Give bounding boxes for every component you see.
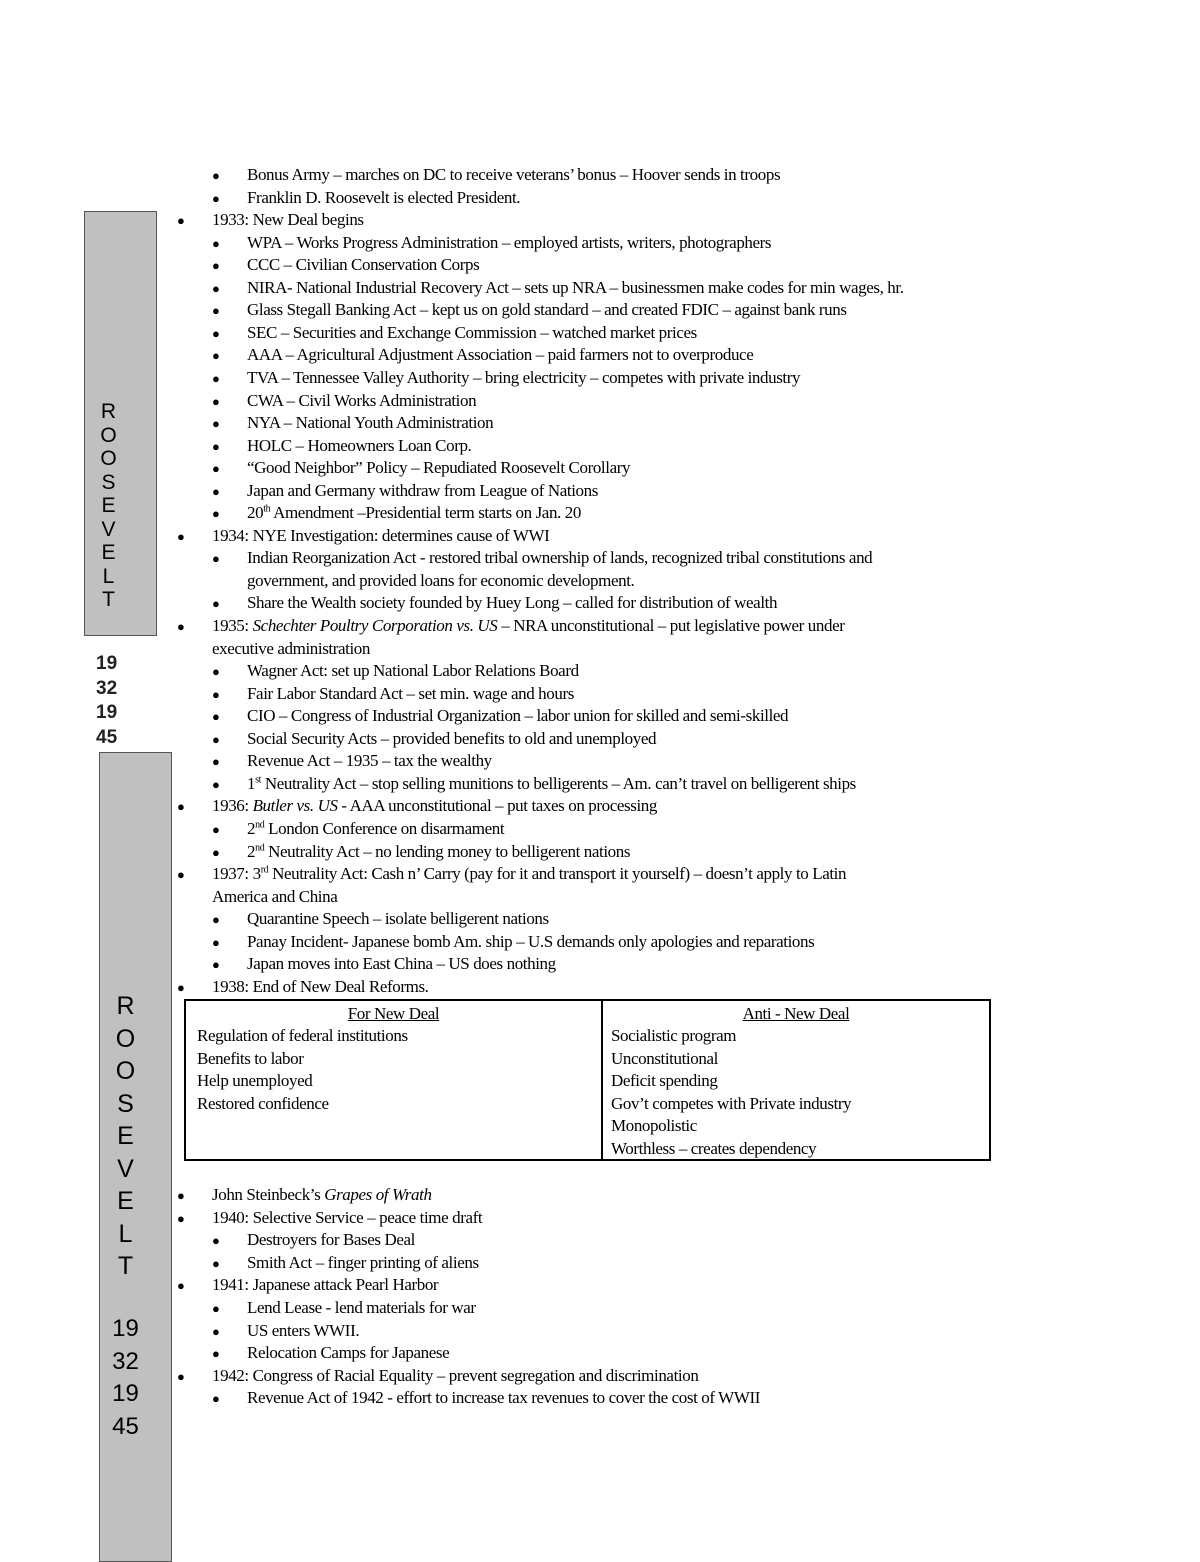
bullet-icon: ● xyxy=(177,1188,185,1203)
timeline-subentry: Smith Act – finger printing of aliens xyxy=(247,1252,479,1272)
bullet-icon: ● xyxy=(177,867,185,883)
timeline-entry: 1941: Japanese attack Pearl Harbor xyxy=(212,1275,439,1295)
bullet-icon: ● xyxy=(177,1210,185,1226)
bullet-icon: ● xyxy=(212,957,220,973)
timeline-subentry: CCC – Civilian Conservation Corps xyxy=(247,255,480,275)
bullet-icon: ● xyxy=(212,844,220,860)
table-cell: Socialistic program xyxy=(611,1026,737,1045)
sidebar-char: L xyxy=(102,564,115,588)
sidebar-letters xyxy=(90,990,161,1283)
timeline-subentry: Share the Wealth society founded by Huey Long – called for distribution of wealth xyxy=(247,593,778,613)
bullet-icon: ● xyxy=(177,799,185,815)
table-cell: Gov’t competes with Private industry xyxy=(611,1093,852,1113)
sidebar-char: R xyxy=(116,992,135,1020)
bullet-icon: ● xyxy=(212,461,220,477)
bullet-icon: ● xyxy=(212,303,220,319)
bullet-icon: ● xyxy=(212,731,220,747)
timeline-subentry: AAA – Agricultural Adjustment Association – paid farmers not to overproduce xyxy=(247,345,754,365)
bullet-icon: ● xyxy=(177,619,185,634)
sidebar-roosevelt-bottom xyxy=(99,752,172,1562)
timeline-subentry: “Good Neighbor” Policy – Repudiated Roosevelt Corollary xyxy=(247,458,631,478)
bullet-icon: ● xyxy=(212,596,220,612)
timeline-subentry: SEC – Securities and Exchange Commission – watched market prices xyxy=(247,322,697,342)
sidebar-char: 19 xyxy=(112,1315,139,1342)
table-cell: Regulation of federal institutions xyxy=(197,1026,408,1045)
sidebar-char: S xyxy=(101,470,116,494)
bullet-icon: ● xyxy=(177,213,185,229)
timeline-subentry: Revenue Act of 1942 - effort to increase tax revenues to cover the cost of WWII xyxy=(247,1388,760,1408)
sidebar-char: O xyxy=(100,447,117,470)
new-deal-table xyxy=(184,999,991,1161)
bullet-icon: ● xyxy=(212,235,220,251)
table-cell: Unconstitutional xyxy=(611,1048,718,1068)
timeline-subentry: CIO – Congress of Industrial Organization – labor union for skilled and semi-skilled xyxy=(247,706,789,726)
for-new-deal-column xyxy=(186,1001,603,1159)
for-new-deal-header: For New Deal xyxy=(347,1004,440,1023)
sidebar-char: E xyxy=(117,1122,134,1150)
table-cell: Deficit spending xyxy=(611,1071,718,1090)
timeline-subentry: Glass Stegall Banking Act – kept us on gold standard – and created FDIC – against bank runs xyxy=(247,300,847,320)
sidebar-char: 45 xyxy=(112,1412,139,1440)
table-cell: Worthless – creates dependency xyxy=(611,1138,817,1158)
bullet-icon: ● xyxy=(212,754,220,770)
sidebar-char: T xyxy=(102,588,115,611)
timeline-subentry: government, and provided loans for economic development. xyxy=(247,570,635,590)
bullet-icon: ● xyxy=(212,370,220,386)
timeline-subentry: Quarantine Speech – isolate belligerent nations xyxy=(247,909,549,929)
bullet-icon: ● xyxy=(212,1391,220,1407)
timeline-entry: 1936: Butler vs. US - AAA unconstitutional – put taxes on processing xyxy=(212,796,657,816)
sidebar-char: O xyxy=(115,1024,136,1053)
timeline-subentry: 1st Neutrality Act – stop selling munitions to belligerents – Am. can’t travel on belligerent ships xyxy=(247,773,856,793)
bullet-icon: ● xyxy=(212,821,220,837)
bullet-icon: ● xyxy=(212,686,220,702)
bullet-icon: ● xyxy=(212,1233,220,1249)
sidebar-char: 32 xyxy=(112,1347,139,1375)
timeline-subentry: Franklin D. Roosevelt is elected President. xyxy=(247,187,521,207)
timeline-subentry: NYA – National Youth Administration xyxy=(247,413,494,433)
timeline-subentry: Relocation Camps for Japanese xyxy=(247,1343,450,1363)
sidebar-char: 19 xyxy=(112,1380,139,1407)
bullet-icon: ● xyxy=(212,1255,220,1271)
timeline-subentry: WPA – Works Progress Administration – employed artists, writers, photographers xyxy=(247,232,772,252)
table-cell: Benefits to labor xyxy=(197,1048,304,1068)
bullet-icon: ● xyxy=(212,438,220,454)
sidebar-char: E xyxy=(101,541,116,564)
timeline-subentry: TVA – Tennessee Valley Authority – bring electricity – competes with private industry xyxy=(247,367,801,387)
sidebar-char: 19 xyxy=(96,702,118,723)
bullet-icon: ● xyxy=(212,506,220,522)
bullet-icon: ● xyxy=(212,776,220,792)
bullet-icon: ● xyxy=(212,664,220,680)
timeline-subentry: 20th Amendment –Presidential term starts on Jan. 20 xyxy=(247,503,581,523)
timeline-entry: America and China xyxy=(212,886,338,906)
timeline-subentry: Japan moves into East China – US does nothing xyxy=(247,954,556,974)
timeline-subentry: Indian Reorganization Act - restored tribal ownership of lands, recognized tribal constitutions and xyxy=(247,548,873,568)
sidebar-years xyxy=(90,1313,161,1443)
timeline-subentry: Panay Incident- Japanese bomb Am. ship – U.S demands only apologies and reparations xyxy=(247,931,815,951)
sidebar-char: 19 xyxy=(96,653,118,674)
bullet-icon: ● xyxy=(212,168,220,183)
timeline-subentry: Social Security Acts – provided benefits to old and unemployed xyxy=(247,728,657,748)
table-cell: Help unemployed xyxy=(197,1071,313,1090)
bullet-icon: ● xyxy=(212,709,220,725)
timeline-entry: 1933: New Deal begins xyxy=(212,210,364,230)
timeline-subentry: 2nd Neutrality Act – no lending money to belligerent nations xyxy=(247,841,631,861)
timeline-entry: 1938: End of New Deal Reforms. xyxy=(212,976,429,996)
sidebar-char: T xyxy=(117,1252,134,1280)
timeline-entry: John Steinbeck’s Grapes of Wrath xyxy=(212,1185,432,1204)
sidebar-roosevelt-top xyxy=(84,211,157,636)
sidebar-char: 45 xyxy=(96,726,118,748)
bullet-icon: ● xyxy=(177,979,185,995)
sidebar-char: O xyxy=(115,1057,136,1085)
timeline-subentry: US enters WWII. xyxy=(247,1320,360,1340)
bullet-icon: ● xyxy=(212,280,220,296)
sidebar-char: R xyxy=(100,400,117,423)
table-cell: Monopolistic xyxy=(611,1116,697,1135)
timeline-subentry: CWA – Civil Works Administration xyxy=(247,390,477,410)
timeline-subentry: Fair Labor Standard Act – set min. wage and hours xyxy=(247,683,574,703)
timeline-subentry: Destroyers for Bases Deal xyxy=(247,1230,415,1250)
sidebar-char: V xyxy=(117,1154,134,1183)
bullet-icon: ● xyxy=(212,912,220,928)
sidebar-char: V xyxy=(101,517,116,541)
bullet-icon: ● xyxy=(212,1346,220,1362)
bullet-icon: ● xyxy=(212,1301,220,1316)
timeline-subentry: Lend Lease - lend materials for war xyxy=(247,1298,476,1317)
anti-new-deal-header: Anti - New Deal xyxy=(742,1004,850,1023)
timeline-entry: 1937: 3rd Neutrality Act: Cash n’ Carry (pay for it and transport it yourself) – doesn’t apply to Latin xyxy=(212,864,847,884)
bullet-icon: ● xyxy=(177,528,185,544)
bullet-icon: ● xyxy=(212,348,220,364)
timeline-subentry: Revenue Act – 1935 – tax the wealthy xyxy=(247,751,492,771)
timeline-subentry: Japan and Germany withdraw from League of Nations xyxy=(247,480,598,500)
timeline-entry: 1935: Schechter Poultry Corporation vs. US – NRA unconstitutional – put legislative power under xyxy=(212,616,845,635)
timeline-subentry: HOLC – Homeowners Loan Corp. xyxy=(247,435,472,455)
timeline-subentry: 2nd London Conference on disarmament xyxy=(247,818,505,838)
bullet-icon: ● xyxy=(177,1368,185,1384)
bullet-icon: ● xyxy=(177,1278,185,1294)
table-cell: Restored confidence xyxy=(197,1093,329,1113)
bullet-icon: ● xyxy=(212,416,220,432)
timeline-entry: executive administration xyxy=(212,638,370,658)
timeline-subentry: Bonus Army – marches on DC to receive veterans’ bonus – Hoover sends in troops xyxy=(247,165,781,184)
bullet-icon: ● xyxy=(212,325,220,341)
sidebar-years-top xyxy=(96,652,136,750)
timeline-entry: 1940: Selective Service – peace time draft xyxy=(212,1207,483,1227)
bullet-icon: ● xyxy=(212,483,220,499)
sidebar-char: L xyxy=(118,1219,133,1248)
sidebar-char: 32 xyxy=(96,677,118,699)
bullet-icon: ● xyxy=(212,190,220,206)
bullet-icon: ● xyxy=(212,258,220,274)
bullet-icon: ● xyxy=(212,1323,220,1339)
sidebar-char: E xyxy=(101,494,116,517)
timeline-entry: 1934: NYE Investigation: determines cause of WWI xyxy=(212,525,550,545)
timeline-subentry: Wagner Act: set up National Labor Relations Board xyxy=(247,661,579,681)
bullet-icon: ● xyxy=(212,551,220,567)
sidebar-letters xyxy=(73,400,144,612)
sidebar-char: O xyxy=(100,423,117,447)
bullet-icon: ● xyxy=(212,393,220,409)
timeline-entry: 1942: Congress of Racial Equality – prevent segregation and discrimination xyxy=(212,1365,699,1385)
sidebar-char: S xyxy=(117,1089,134,1118)
timeline-subentry: NIRA- National Industrial Recovery Act – sets up NRA – businessmen make codes for min wages, hr. xyxy=(247,277,904,297)
sidebar-char: E xyxy=(117,1187,134,1215)
anti-new-deal-column xyxy=(603,1001,989,1159)
bullet-icon: ● xyxy=(212,934,220,950)
